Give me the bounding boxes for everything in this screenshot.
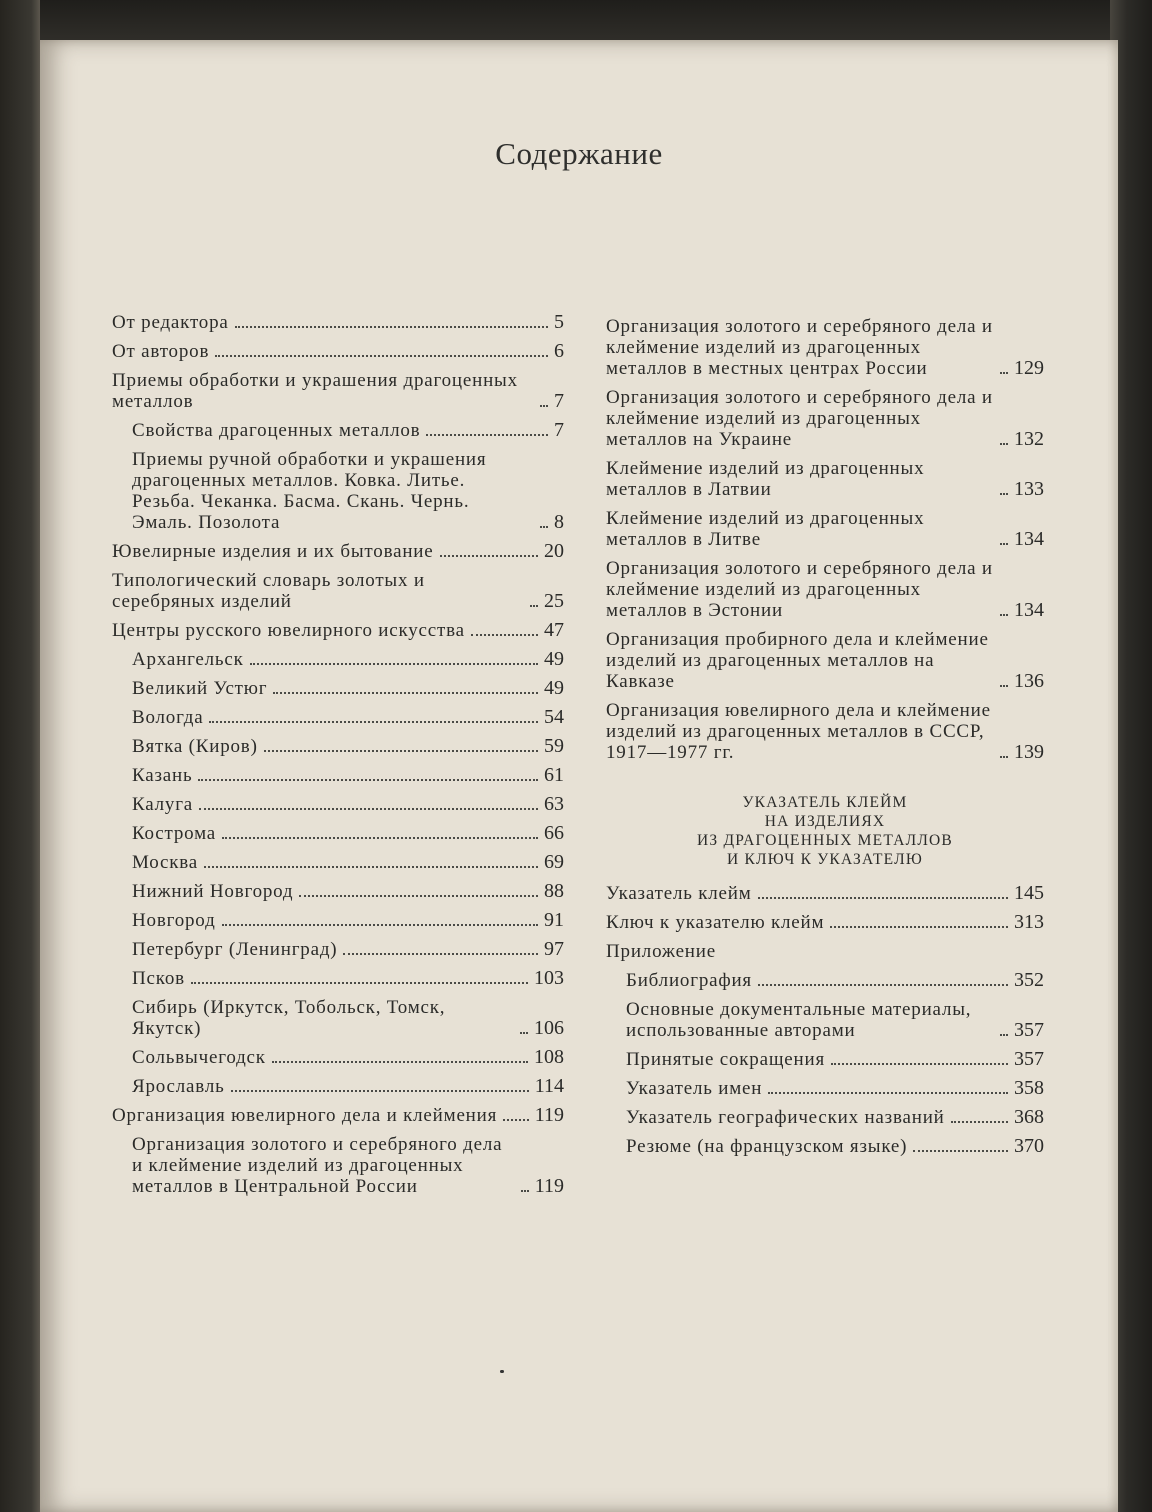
toc-entry-title: Великий Устюг	[132, 678, 268, 699]
toc-entry-title: Свойства драгоценных металлов	[132, 420, 421, 441]
toc-entry-page: 139	[1014, 741, 1044, 763]
toc-entry	[606, 316, 1044, 379]
toc-entry-title: Калуга	[132, 794, 194, 815]
toc-entry-page: 59	[544, 735, 564, 757]
dot-leader	[471, 634, 538, 636]
toc-entry	[112, 736, 564, 757]
toc-entry-title: Организация золотого и серебряного дела и клеймение изделий из драгоценных металлов на Украине	[606, 387, 993, 450]
toc-entry-title: Указатель имен	[626, 1078, 763, 1099]
toc-entry	[606, 558, 1044, 621]
toc-entry-title: Организация золотого и серебряного дела и клеймение изделий из драгоценных металлов в местных центрах России	[606, 316, 993, 379]
toc-entry-title: Указатель географических названий	[626, 1107, 945, 1128]
toc-right-column	[606, 316, 1044, 1165]
toc-entry-page: 8	[554, 511, 564, 533]
toc-entry-title: Организация золотого и серебряного дела и клеймение изделий из драгоценных металлов в Центральной России	[132, 1134, 503, 1197]
toc-entry-title: Клеймение изделий из драгоценных металлов в Латвии	[606, 458, 925, 500]
toc-entry-page: 132	[1014, 428, 1044, 450]
toc-entry	[112, 852, 564, 873]
toc-entry-page: 103	[534, 967, 564, 989]
dot-leader	[540, 405, 548, 407]
toc-entry	[606, 883, 1044, 904]
toc-entry-title: Ярославль	[132, 1076, 225, 1097]
toc-entry-page: 5	[554, 311, 564, 333]
toc-entry-title: Казань	[132, 765, 193, 786]
dot-leader	[222, 837, 538, 839]
paper-speck	[500, 1370, 504, 1373]
toc-entry-title: Москва	[132, 852, 199, 873]
toc-entry-title: Приемы обработки и украшения драгоценных металлов	[112, 370, 518, 412]
toc-entry	[606, 458, 1044, 500]
dot-leader	[830, 926, 1008, 928]
toc-entry-title: Вологда	[132, 707, 204, 728]
dot-leader	[540, 526, 548, 528]
toc-entry	[112, 881, 564, 902]
toc-entry	[606, 999, 1044, 1041]
dot-leader	[831, 1063, 1008, 1065]
toc-entry	[112, 1134, 564, 1197]
dot-leader	[440, 555, 538, 557]
toc-entry-title: Организация ювелирного дела и клеймения	[112, 1105, 498, 1126]
toc-entry	[112, 620, 564, 641]
dot-leader	[758, 984, 1008, 986]
dot-leader	[758, 897, 1008, 899]
dot-leader	[1000, 543, 1008, 545]
toc-entry	[112, 1047, 564, 1068]
toc-entry-page: 368	[1014, 1106, 1044, 1128]
toc-entry-title: Ювелирные изделия и их бытование	[112, 541, 434, 562]
toc-entry-page: 119	[534, 1104, 564, 1126]
toc-right-entries	[606, 316, 1044, 763]
toc-entry	[112, 794, 564, 815]
toc-left-column	[112, 312, 564, 1205]
dot-leader	[231, 1090, 529, 1092]
toc-entry-title: Вятка (Киров)	[132, 736, 258, 757]
toc-entry-title: Центры русского ювелирного искусства	[112, 620, 465, 641]
book-page	[40, 40, 1118, 1512]
toc-entry	[606, 387, 1044, 450]
toc-entry-page: 134	[1014, 599, 1044, 621]
toc-entry-page: 357	[1014, 1048, 1044, 1070]
toc-entry	[606, 912, 1044, 933]
appendix-entries	[606, 970, 1044, 1157]
toc-entry	[112, 1076, 564, 1097]
toc-entry-title: Архангельск	[132, 649, 244, 670]
index-entries	[606, 883, 1044, 933]
dot-leader	[215, 355, 548, 357]
toc-entry	[112, 570, 564, 612]
dot-leader	[521, 1190, 529, 1192]
toc-entry	[112, 1105, 564, 1126]
toc-entry-page: 25	[544, 590, 564, 612]
toc-entry-page: 7	[554, 390, 564, 412]
toc-entry-page: 352	[1014, 969, 1044, 991]
dot-leader	[191, 982, 528, 984]
toc-entry	[606, 1049, 1044, 1070]
toc-entry	[112, 449, 564, 533]
page-title: Содержание	[495, 136, 663, 171]
dot-leader	[1000, 685, 1008, 687]
toc-entry-page: 47	[544, 619, 564, 641]
toc-entry	[606, 1107, 1044, 1128]
toc-entry-title: Библиография	[626, 970, 752, 991]
toc-entry-title: Резюме (на французском языке)	[626, 1136, 908, 1157]
dot-leader	[272, 1061, 528, 1063]
toc-entry	[112, 341, 564, 362]
dot-leader	[273, 692, 538, 694]
toc-entry-page: 49	[544, 648, 564, 670]
toc-entry	[112, 910, 564, 931]
dot-leader	[250, 663, 538, 665]
dot-leader	[1000, 756, 1008, 758]
toc-entry-title: Приемы ручной обработки и украшения драгоценных металлов. Ковка. Литье. Резьба. Чеканка. Басма. Скань. Чернь. Эмаль. Позолота	[132, 449, 487, 533]
toc-entry	[112, 939, 564, 960]
section-heading: УКАЗАТЕЛЬ КЛЕЙМ НА ИЗДЕЛИЯХ ИЗ ДРАГОЦЕННЫХ МЕТАЛЛОВ И КЛЮЧ К УКАЗАТЕЛЮ	[697, 794, 953, 868]
toc-entry	[112, 678, 564, 699]
toc-entry-title: Сибирь (Иркутск, Тобольск, Томск, Якутск)	[132, 997, 446, 1039]
toc-entry-title: Организация золотого и серебряного дела и клеймение изделий из драгоценных металлов в Эстонии	[606, 558, 993, 621]
toc-entry-page: 108	[534, 1046, 564, 1068]
toc-entry-title: Указатель клейм	[606, 883, 752, 904]
toc-entry-page: 358	[1014, 1077, 1044, 1099]
dot-leader	[199, 808, 538, 810]
toc-entry	[112, 370, 564, 412]
dot-leader	[198, 779, 538, 781]
toc-entry-page: 133	[1014, 478, 1044, 500]
toc-entry-page: 313	[1014, 911, 1044, 933]
dot-leader	[503, 1119, 529, 1121]
dot-leader	[951, 1121, 1008, 1123]
toc-entry-title: Принятые сокращения	[626, 1049, 825, 1070]
toc-entry-page: 145	[1014, 882, 1044, 904]
toc-entry-page: 91	[544, 909, 564, 931]
toc-entry-page: 134	[1014, 528, 1044, 550]
toc-entry	[112, 312, 564, 333]
toc-entry-page: 6	[554, 340, 564, 362]
toc-entry-title: Петербург (Ленинград)	[132, 939, 338, 960]
toc-entry-page: 370	[1014, 1135, 1044, 1157]
toc-entry-title: Нижний Новгород	[132, 881, 294, 902]
toc-entry	[112, 765, 564, 786]
dot-leader	[913, 1150, 1008, 1152]
toc-entry-page: 136	[1014, 670, 1044, 692]
dot-leader	[235, 326, 548, 328]
toc-entry-page: 129	[1014, 357, 1044, 379]
toc-entry-title: Клеймение изделий из драгоценных металлов в Литве	[606, 508, 925, 550]
toc-entry-title: Кострома	[132, 823, 217, 844]
toc-entry-title: Ключ к указателю клейм	[606, 912, 825, 933]
dot-leader	[264, 750, 538, 752]
toc-entry	[606, 1078, 1044, 1099]
toc-entry-title: Организация ювелирного дела и клеймение изделий из драгоценных металлов в СССР, 1917—1977 гг.	[606, 700, 991, 763]
dot-leader	[1000, 443, 1008, 445]
dot-leader	[209, 721, 538, 723]
toc-entry-page: 357	[1014, 1019, 1044, 1041]
toc-entry	[606, 629, 1044, 692]
dot-leader	[343, 953, 538, 955]
toc-entry	[606, 508, 1044, 550]
toc-entry	[112, 420, 564, 441]
toc-entry	[112, 541, 564, 562]
toc-entry	[112, 997, 564, 1039]
appendix-heading: Приложение	[606, 941, 716, 962]
toc-entry-page: 61	[544, 764, 564, 786]
toc-entry-page: 88	[544, 880, 564, 902]
toc-entry	[606, 970, 1044, 991]
toc-entry-title: От редактора	[112, 312, 229, 333]
dot-leader	[1000, 493, 1008, 495]
toc-entry-title: Сольвычегодск	[132, 1047, 266, 1068]
dot-leader	[768, 1092, 1008, 1094]
dot-leader	[222, 924, 538, 926]
toc-entry	[606, 1136, 1044, 1157]
toc-entry	[606, 700, 1044, 763]
dot-leader	[1000, 372, 1008, 374]
toc-entry-title: Организация пробирного дела и клеймение изделий из драгоценных металлов на Кавказе	[606, 629, 989, 692]
toc-entry-page: 54	[544, 706, 564, 728]
toc-entry-title: От авторов	[112, 341, 210, 362]
toc-entry-page: 49	[544, 677, 564, 699]
toc-entry-page: 119	[534, 1175, 564, 1197]
toc-entry-page: 63	[544, 793, 564, 815]
dot-leader	[530, 605, 538, 607]
dot-leader	[299, 895, 538, 897]
dot-leader	[520, 1032, 528, 1034]
toc-entry-page: 7	[554, 419, 564, 441]
toc-entry	[112, 707, 564, 728]
toc-entry-page: 97	[544, 938, 564, 960]
toc-entry	[112, 823, 564, 844]
toc-entry-title: Псков	[132, 968, 185, 989]
toc-entry-title: Основные документальные материалы, использованные авторами	[626, 999, 972, 1041]
dot-leader	[1000, 1034, 1008, 1036]
toc-entry-title: Новгород	[132, 910, 216, 931]
dot-leader	[426, 434, 548, 436]
dot-leader	[1000, 614, 1008, 616]
toc-entry-title: Типологический словарь золотых и серебряных изделий	[112, 570, 425, 612]
toc-entry	[112, 968, 564, 989]
toc-entry-page: 106	[534, 1017, 564, 1039]
toc-entry-page: 69	[544, 851, 564, 873]
dot-leader	[204, 866, 538, 868]
toc-entry	[112, 649, 564, 670]
toc-entry-page: 114	[534, 1075, 564, 1097]
toc-entry-page: 20	[544, 540, 564, 562]
toc-entry-page: 66	[544, 822, 564, 844]
